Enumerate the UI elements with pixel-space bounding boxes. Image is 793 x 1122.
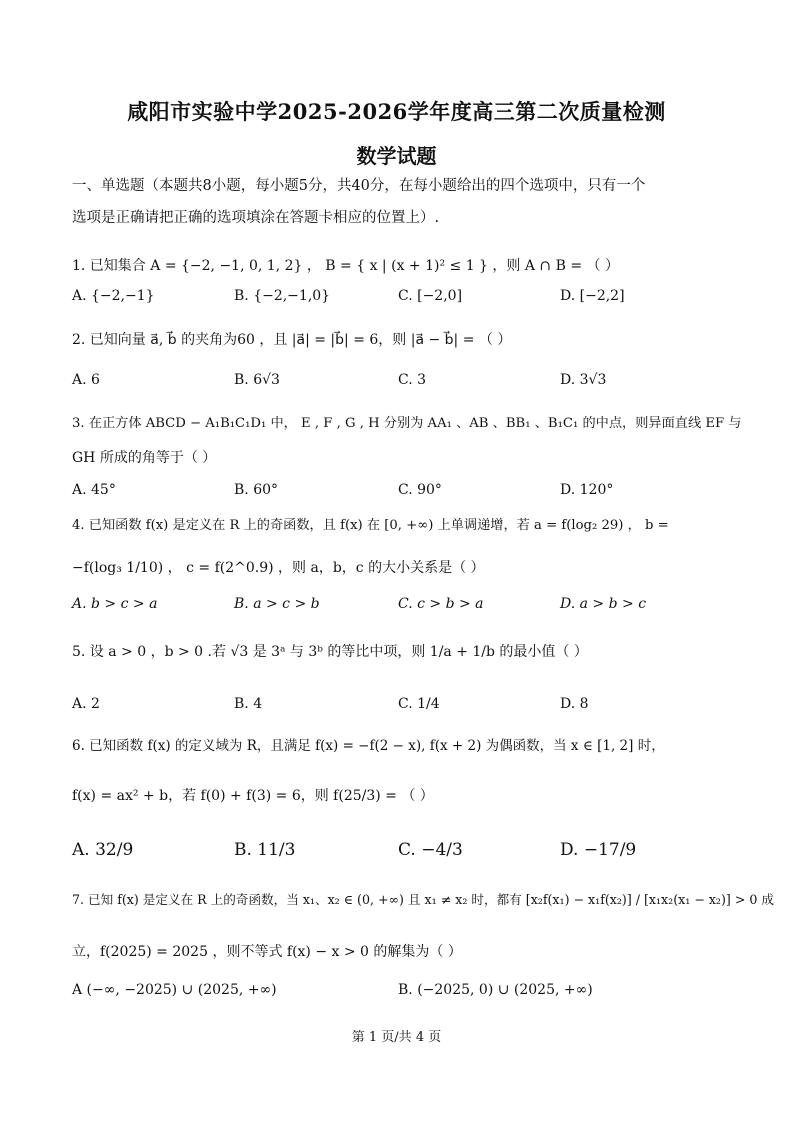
question-4-options	[72, 596, 732, 620]
question-4-option-c: C. c > b > a	[398, 596, 484, 612]
question-5-stem: 5. 设 a > 0 ，b > 0 .若 √3 是 3ᵃ 与 3ᵇ 的等比中项，则 1/a + 1/b 的最小值（ ）	[72, 644, 588, 660]
question-2-option-b: B. 6√3	[234, 372, 280, 388]
question-5-options	[72, 696, 732, 720]
question-6-option-a: A. 32/9	[72, 840, 134, 860]
question-2-options	[72, 372, 732, 396]
question-1-option-d: D. [−2,2]	[560, 288, 625, 304]
question-7-stem-line-2: 立，f(2025) = 2025 ，则不等式 f(x) − x > 0 的解集为（ ）	[72, 944, 462, 960]
question-7-stem-line-1: 7. 已知 f(x) 是定义在 R 上的奇函数，当 x₁、x₂ ∈ (0, +∞) 且 x₁ ≠ x₂ 时，都有 [x₂f(x₁) − x₁f(x₂)] / [x₁x₂(x₁ − x₂)] > 0 成	[72, 892, 774, 907]
question-2-option-d: D. 3√3	[560, 372, 607, 388]
exam-title: 咸阳市实验中学2025-2026学年度高三第二次质量检测	[127, 99, 666, 124]
section-instruction-line-1: 一、单选题（本题共8小题，每小题5分，共40分，在每小题给出的四个选项中，只有一个	[72, 178, 646, 194]
question-3-option-a: A. 45°	[72, 482, 116, 498]
question-4-stem-line-1: 4. 已知函数 f(x) 是定义在 R 上的奇函数，且 f(x) 在 [0, +∞) 上单调递增，若 a = f(log₂ 29) ， b =	[72, 518, 669, 533]
question-3-stem-line-1: 3. 在正方体 ABCD − A₁B₁C₁D₁ 中， E , F , G , H 分别为 AA₁ 、AB 、BB₁ 、B₁C₁ 的中点，则异面直线 EF 与	[72, 416, 742, 431]
question-7-option-b: B. (−2025, 0) ∪ (2025, +∞)	[398, 982, 593, 998]
question-2-option-a: A. 6	[72, 372, 100, 388]
question-1-stem: 1. 已知集合 A = {−2, −1, 0, 1, 2} ， B = { x | (x + 1)² ≤ 1 } ，则 A ∩ B = （ ）	[72, 258, 619, 274]
question-3-option-d: D. 120°	[560, 482, 614, 498]
question-1-option-a: A. {−2,−1}	[72, 288, 155, 304]
question-1-option-b: B. {−2,−1,0}	[234, 288, 331, 304]
question-6-option-d: D. −17/9	[560, 840, 637, 860]
question-3-option-b: B. 60°	[234, 482, 279, 498]
question-2-stem: 2. 已知向量 a⃗, b⃗ 的夹角为60 ，且 |a⃗| = |b⃗| = 6，则 |a⃗ − b⃗| = （ ）	[72, 332, 512, 348]
question-3-options	[72, 482, 732, 506]
question-7-option-a: A (−∞, −2025) ∪ (2025, +∞)	[72, 982, 277, 998]
question-3-stem-line-2: GH 所成的角等于（ ）	[72, 450, 217, 466]
question-6-options	[72, 840, 732, 864]
question-6-option-b: B. 11/3	[234, 840, 296, 860]
question-5-option-a: A. 2	[72, 696, 100, 712]
question-5-option-b: B. 4	[234, 696, 263, 712]
question-5-option-d: D. 8	[560, 696, 589, 712]
section-instruction-line-2: 选项是正确请把正确的选项填涂在答题卡相应的位置上）.	[72, 210, 440, 226]
exam-subtitle: 数学试题	[356, 144, 437, 168]
question-4-option-b: B. a > c > b	[234, 596, 320, 612]
question-6-stem-line-2: f(x) = ax² + b，若 f(0) + f(3) = 6，则 f(25/3) = （ ）	[72, 788, 434, 804]
question-6-stem-line-1: 6. 已知函数 f(x) 的定义域为 R，且满足 f(x) = −f(2 − x), f(x + 2) 为偶函数，当 x ∈ [1, 2] 时，	[72, 738, 665, 754]
question-4-option-a: A. b > c > a	[72, 596, 158, 612]
question-3-option-c: C. 90°	[398, 482, 442, 498]
question-1-options	[72, 288, 732, 312]
question-4-option-d: D. a > b > c	[560, 596, 647, 612]
page-footer: 第 1 页/共 4 页	[351, 1030, 442, 1045]
question-2-option-c: C. 3	[398, 372, 427, 388]
question-1-option-c: C. [−2,0]	[398, 288, 463, 304]
question-5-option-c: C. 1/4	[398, 696, 440, 712]
question-7-options	[72, 982, 732, 1006]
question-4-stem-line-2: −f(log₃ 1/10) ， c = f(2^0.9) ，则 a，b，c 的大小关系是（ ）	[72, 560, 485, 576]
question-6-option-c: C. −4/3	[398, 840, 463, 860]
